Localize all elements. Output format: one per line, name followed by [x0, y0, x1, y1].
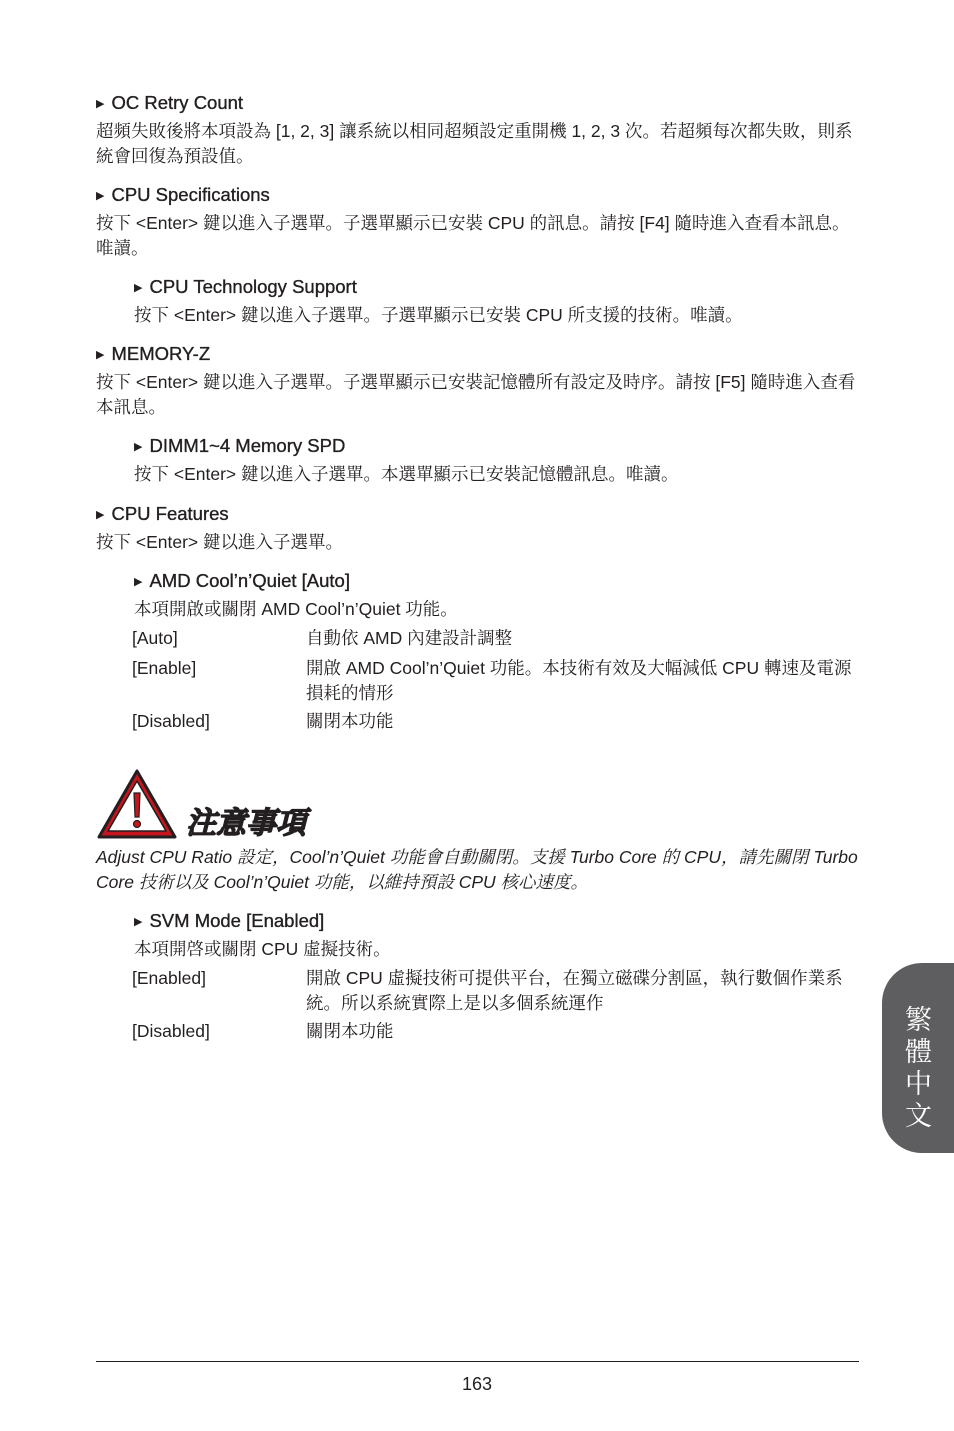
- section-description: 按下 <Enter> 鍵以進入子選單。子選單顯示已安裝 CPU 的訊息。請按 [F4] 隨時進入查看本訊息。唯讀。: [96, 213, 850, 258]
- option-key: [Disabled]: [132, 1021, 210, 1041]
- language-side-tab: [882, 963, 954, 1153]
- option-key: [Enabled]: [132, 968, 206, 988]
- option-value: 開啟 CPU 虛擬技術可提供平台，在獨立磁碟分割區，執行數個作業系統。所以系統實際上是以多個系統運作: [306, 968, 843, 1013]
- note-title: 注意事項: [186, 807, 306, 840]
- section-heading-cpu-technology-support: [134, 276, 357, 301]
- section-description: 按下 <Enter> 鍵以進入子選單。子選單顯示已安裝記憶體所有設定及時序。請按 [F5] 隨時進入查看本訊息。: [96, 372, 856, 417]
- section-heading-oc-retry-count: [96, 92, 243, 117]
- option-value: 自動依 AMD 內建設計調整: [306, 628, 513, 648]
- section-heading-memory-z: [96, 343, 210, 368]
- section-title: SVM Mode [Enabled]: [149, 910, 325, 931]
- option-key: [Auto]: [132, 628, 178, 648]
- page-number: 163: [461, 1374, 493, 1394]
- option-value: 關閉本功能: [306, 1021, 394, 1041]
- option-value: 關閉本功能: [306, 711, 394, 731]
- section-heading-dimm-memory-spd: [134, 435, 345, 460]
- section-description: 本項開啓或關閉 CPU 虛擬技術。: [134, 939, 391, 959]
- section-description: 按下 <Enter> 鍵以進入子選單。: [96, 532, 343, 552]
- section-title: DIMM1~4 Memory SPD: [149, 435, 346, 456]
- warning-icon: [95, 767, 179, 841]
- triangle-right-icon: ▶: [134, 576, 143, 588]
- triangle-right-icon: ▶: [134, 282, 143, 294]
- section-heading-svm-mode: [134, 910, 324, 935]
- triangle-right-icon: ▶: [134, 916, 143, 928]
- option-key: [Enable]: [132, 658, 197, 678]
- section-title: CPU Specifications: [111, 184, 270, 205]
- section-description: 按下 <Enter> 鍵以進入子選單。子選單顯示已安裝 CPU 所支援的技術。唯讀。: [134, 305, 743, 325]
- section-description: 本項開啟或關閉 AMD Cool’n’Quiet 功能。: [134, 599, 458, 619]
- section-heading-cpu-features: [96, 503, 229, 528]
- footer-divider: [96, 1361, 859, 1362]
- section-title: MEMORY-Z: [111, 343, 211, 364]
- section-title: OC Retry Count: [111, 92, 244, 113]
- section-description: 超頻失敗後將本項設為 [1, 2, 3] 讓系統以相同超頻設定重開機 1, 2, 3 次。若超頻每次都失敗，則系統會回復為預設值。: [96, 121, 853, 166]
- triangle-right-icon: ▶: [96, 98, 105, 110]
- note-text: Adjust CPU Ratio 設定，Cool’n’Quiet 功能會自動關閉。支援 Turbo Core 的 CPU，請先關閉 Turbo Core 技術以及 Cool’n’Quiet 功能，以維持預設 CPU 核心速度。: [96, 847, 858, 892]
- section-description: 按下 <Enter> 鍵以進入子選單。本選單顯示已安裝記憶體訊息。唯讀。: [134, 464, 679, 484]
- section-title: CPU Features: [111, 503, 229, 524]
- section-heading-cpu-specifications: [96, 184, 270, 209]
- section-heading-amd-cool-n-quiet: [134, 570, 350, 595]
- section-title: AMD Cool’n’Quiet [Auto]: [149, 570, 350, 591]
- option-key: [Disabled]: [132, 711, 210, 731]
- triangle-right-icon: ▶: [96, 349, 105, 361]
- triangle-right-icon: ▶: [96, 190, 105, 202]
- triangle-right-icon: ▶: [96, 509, 105, 521]
- triangle-right-icon: ▶: [134, 441, 143, 453]
- option-value: 開啟 AMD Cool’n’Quiet 功能。本技術有效及大幅減低 CPU 轉速及電源損耗的情形: [306, 658, 852, 703]
- section-title: CPU Technology Support: [149, 276, 357, 297]
- language-tab-label: 繁體中文: [901, 1005, 931, 1133]
